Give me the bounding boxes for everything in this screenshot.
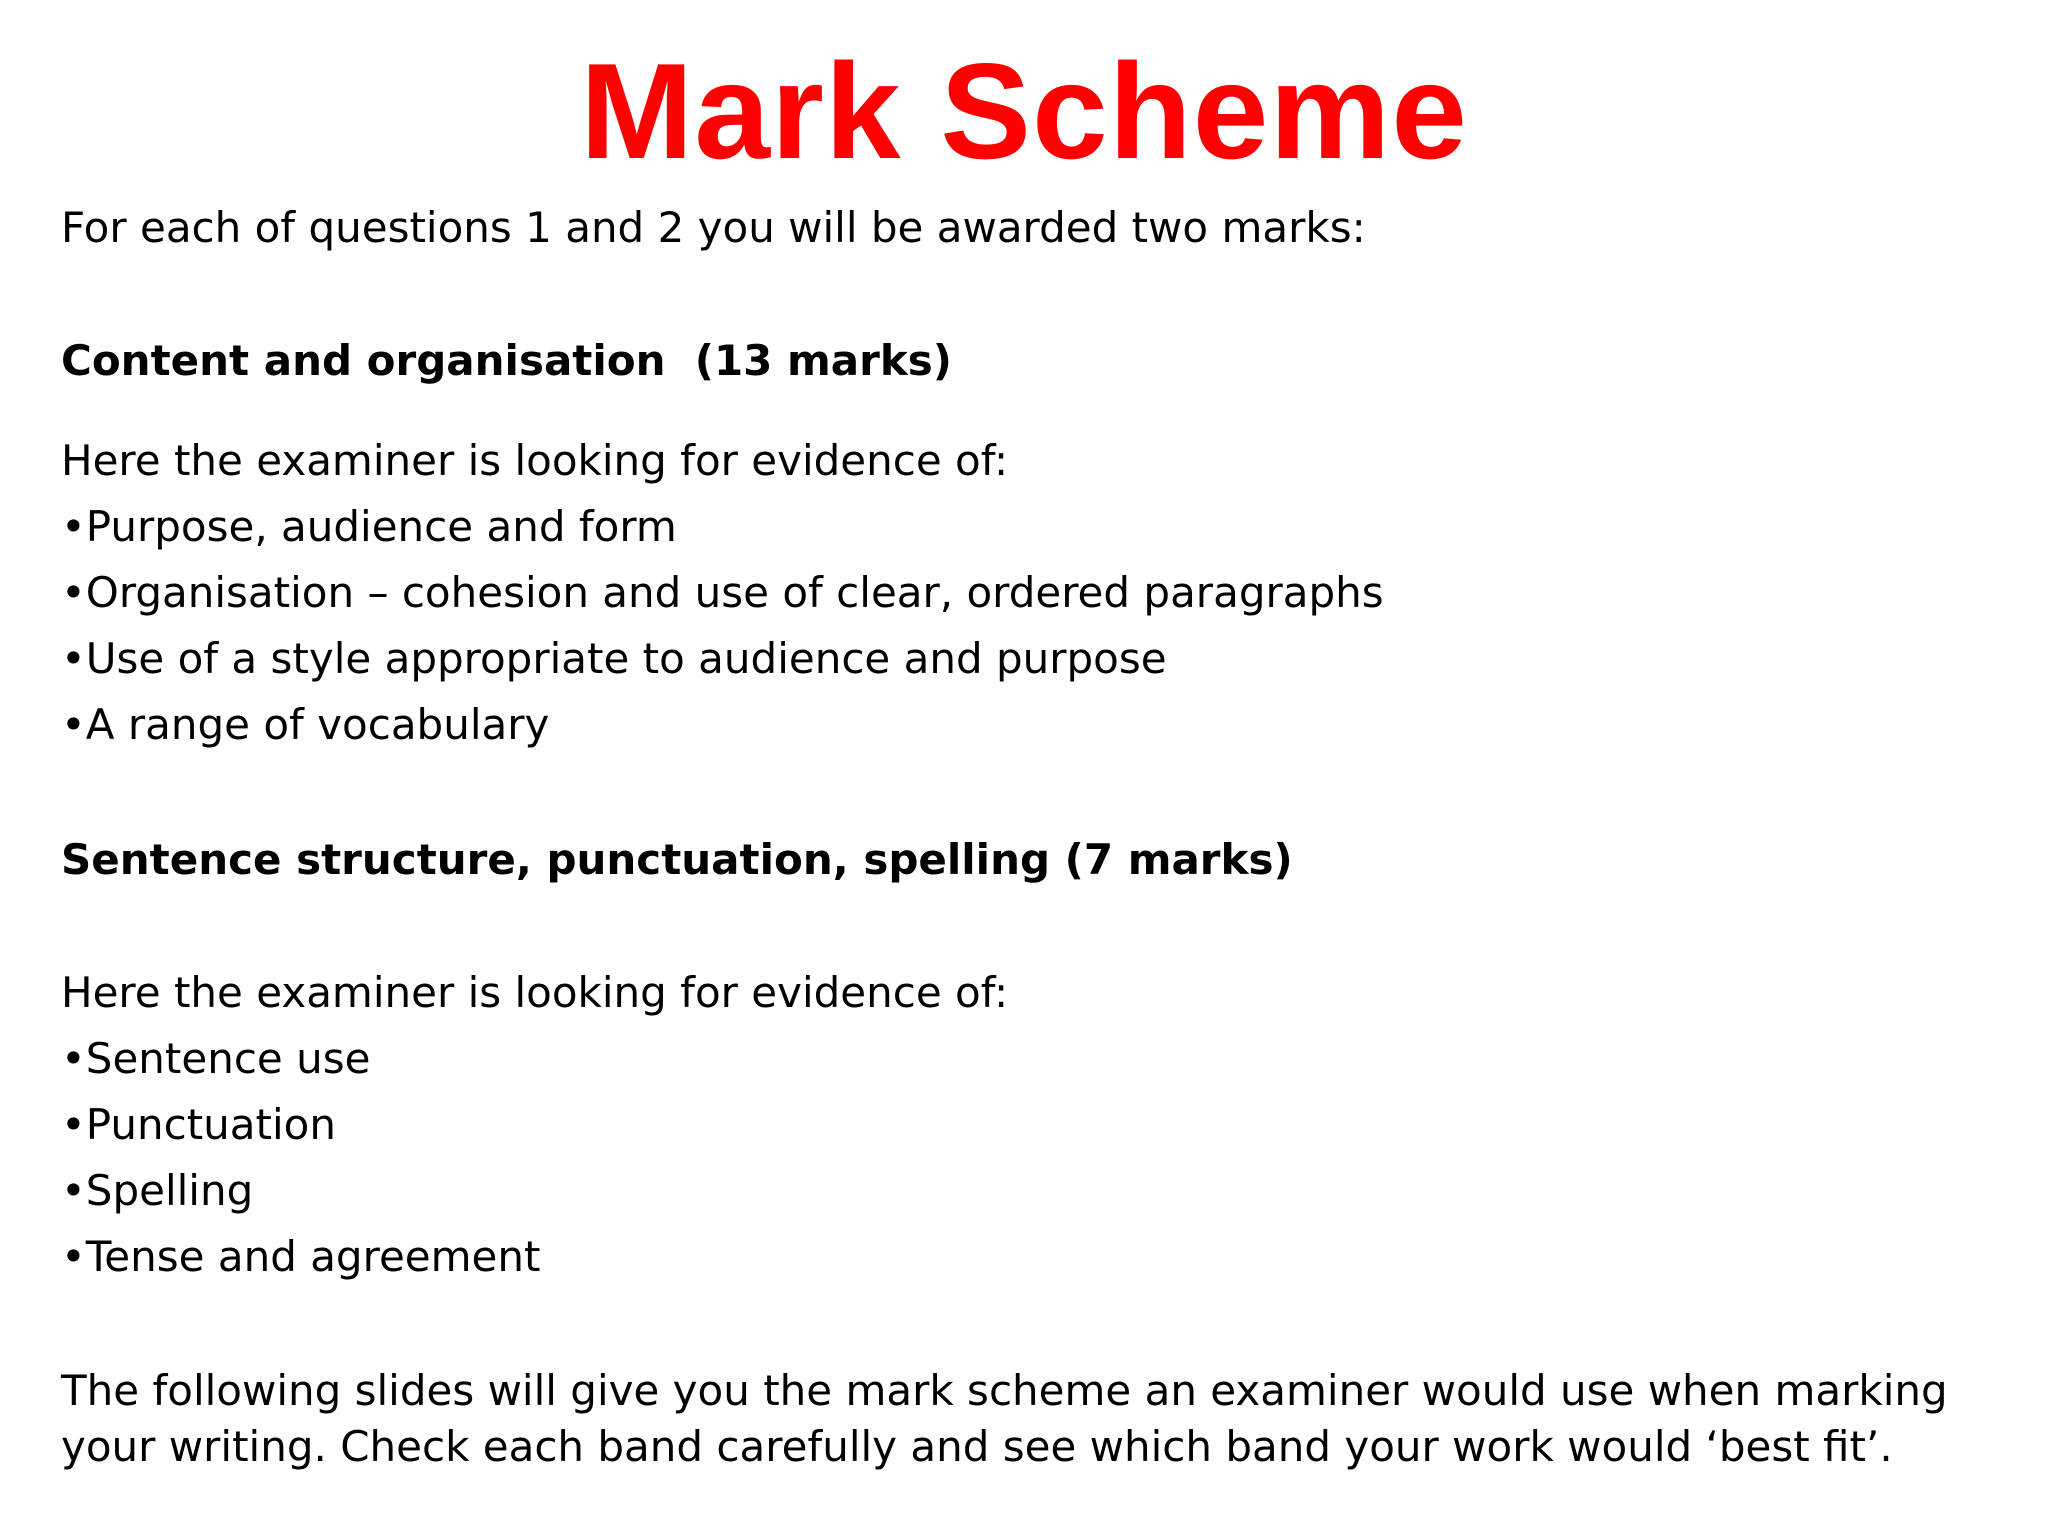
intro-text: For each of questions 1 and 2 you will be awarded two marks: [61,203,1366,252]
list-item [61,631,1384,697]
section-heading-sentence-structure: Sentence structure, punctuation, spelling (7 marks) [61,835,1293,884]
list-item [61,1031,540,1097]
list-item [61,1097,540,1163]
section-heading-content-organisation: Content and organisation (13 marks) [61,336,952,385]
list-item [61,697,1384,763]
list-item-text: Purpose, audience and form [85,502,677,551]
section1-bullet-list [61,499,1384,763]
list-item-text: Spelling [85,1166,254,1215]
list-item [61,565,1384,631]
list-item-text: Punctuation [85,1100,336,1149]
list-item-text: Tense and agreement [85,1232,541,1281]
section2-lead-text: Here the examiner is looking for evidence of: [61,968,1009,1017]
list-item-text: A range of vocabulary [85,700,550,749]
list-item-text: Use of a style appropriate to audience and purpose [85,634,1167,683]
closing-paragraph: The following slides will give you the mark scheme an examiner would use when marking your writing. Check each band carefully and see which band your work would ‘best fit’. [61,1366,1948,1471]
list-item-text: Organisation – cohesion and use of clear, ordered paragraphs [85,568,1384,617]
bullet-icon: • [61,568,86,617]
bullet-icon: • [61,700,86,749]
bullet-icon: • [61,1232,86,1281]
section2-bullet-list [61,1031,540,1295]
bullet-icon: • [61,1166,86,1215]
list-item [61,499,1384,565]
list-item [61,1229,540,1295]
page-title: Mark Scheme [580,35,1468,187]
bullet-icon: • [61,1100,86,1149]
bullet-icon: • [61,634,86,683]
section1-lead-text: Here the examiner is looking for evidence of: [61,436,1009,485]
bullet-icon: • [61,1034,86,1083]
list-item [61,1163,540,1229]
bullet-icon: • [61,502,86,551]
list-item-text: Sentence use [85,1034,371,1083]
